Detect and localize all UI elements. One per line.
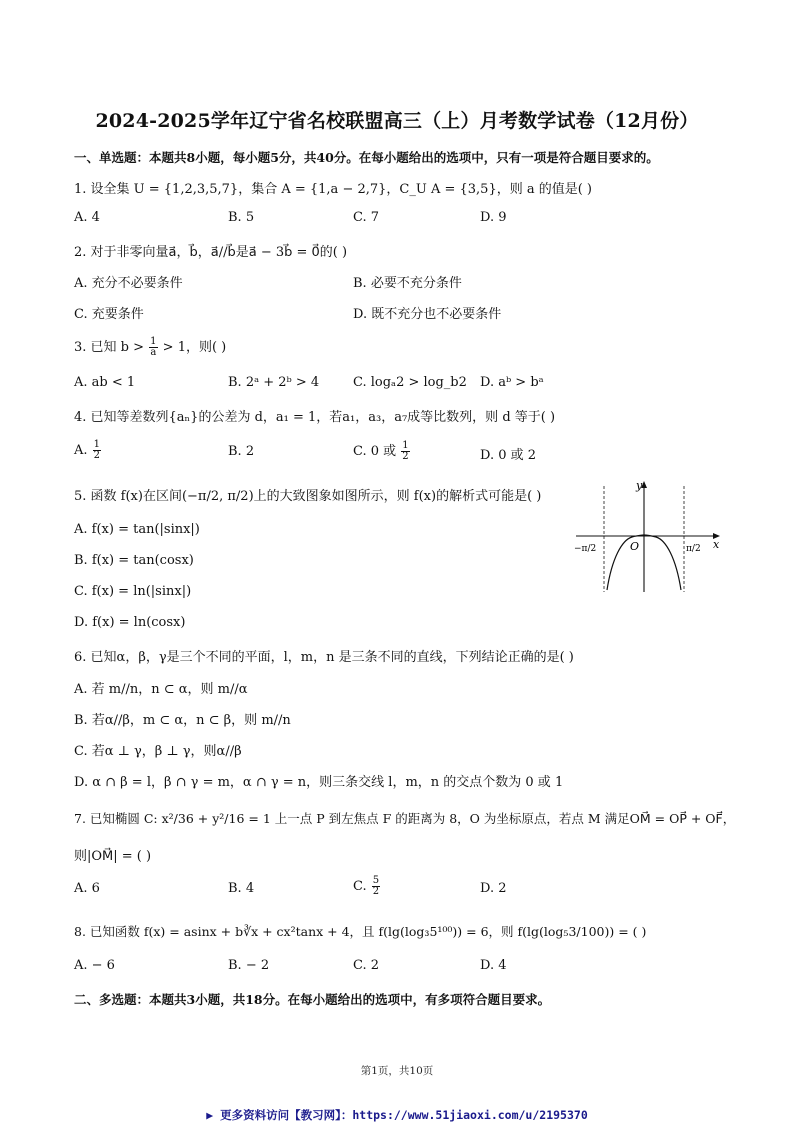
section-heading-single-choice: 一、单选题：本题共8小题，每小题5分，共40分。在每小题给出的选项中，只有一项是符合题目要求的。 xyxy=(74,150,659,165)
question-3-stem xyxy=(74,336,226,358)
y-axis-label: y xyxy=(636,479,643,492)
question-1-stem: 1. 设全集 U = {1,2,3,5,7}，集合 A = {1,a − 2,7}，C_U A = {3,5}，则 a 的值是( ) xyxy=(74,182,593,197)
x-axis-label: x xyxy=(713,538,720,551)
question-1-option-a: A. 4 xyxy=(74,210,100,225)
question-4-option-a: A. $\frac{1}{2}$ xyxy=(74,439,101,461)
question-6-option-d: D. α ∩ β = l，β ∩ γ = m，α ∩ γ = n，则三条交线 l，m，n 的交点个数为 0 或 1 xyxy=(74,775,564,790)
question-7-stem-continued: 则|OM⃗| = ( ) xyxy=(74,849,152,864)
question-6-option-b: B. 若α//β，m ⊂ α，n ⊂ β，则 m//n xyxy=(74,713,291,728)
page-number: 第1页，共10页 xyxy=(360,1065,434,1077)
question-3-option-b: B. 2ᵃ + 2ᵇ > 4 xyxy=(228,375,320,390)
question-8-stem: 8. 已知函数 f(x) = asinx + b∛x + cx²tanx + 4，且 f(lg(log₃5¹⁰⁰)) = 6，则 f(lg(log₅3/100)) = ( ) xyxy=(74,924,647,939)
question-3-option-a: A. ab < 1 xyxy=(74,375,136,390)
question-7-option-a: A. 6 xyxy=(74,881,100,896)
section-heading-multiple-choice: 二、多选题：本题共3小题，共18分。在每小题给出的选项中，有多项符合题目要求。 xyxy=(74,992,551,1007)
question-8-option-b: B. − 2 xyxy=(228,958,270,973)
question-6-option-a: A. 若 m//n，n ⊂ α，则 m//α xyxy=(74,682,248,697)
question-1-option-d: D. 9 xyxy=(480,210,507,225)
question-4-option-c: C. 0 或 $\frac{1}{2}$ xyxy=(353,440,409,462)
question-6-option-c: C. 若α ⊥ γ，β ⊥ γ，则α//β xyxy=(74,744,242,759)
question-4-option-b: B. 2 xyxy=(228,444,255,459)
origin-label: O xyxy=(630,540,640,553)
question-7-option-b: B. 4 xyxy=(228,881,255,896)
right-bound-label: π/2 xyxy=(686,544,701,554)
left-bound-label: −π/2 xyxy=(574,544,597,554)
question-3-fraction: $\frac{1}{a}$ xyxy=(150,336,157,358)
question-7-stem: 7. 已知椭圆 C: x²/36 + y²/16 = 1 上一点 P 到左焦点 F 的距离为 8，O 为坐标原点，若点 M 满足OM⃗ = OP⃗ + OF⃗， xyxy=(74,811,736,826)
question-7-option-d: D. 2 xyxy=(480,881,507,896)
question-2-option-b: B. 必要不充分条件 xyxy=(353,276,462,291)
question-3-stem-pre: 3. 已知 b > xyxy=(74,340,145,355)
question-1-option-b: B. 5 xyxy=(228,210,255,225)
question-5-option-a: A. f(x) = tan(|sinx|) xyxy=(74,522,200,537)
question-2-option-c: C. 充要条件 xyxy=(74,307,144,322)
question-7-option-c: C. $\frac{5}{2}$ xyxy=(353,875,380,897)
question-1-option-c: C. 7 xyxy=(353,210,380,225)
question-8-option-d: D. 4 xyxy=(480,958,507,973)
question-5-stem: 5. 函数 f(x)在区间(−π/2, π/2)上的大致图象如图所示，则 f(x)的解析式可能是( ) xyxy=(74,489,542,504)
question-4-option-d: D. 0 或 2 xyxy=(480,448,537,463)
question-8-option-c: C. 2 xyxy=(353,958,380,973)
question-5-option-c: C. f(x) = ln(|sinx|) xyxy=(74,584,192,599)
question-8-option-a: A. − 6 xyxy=(74,958,115,973)
question-2-stem: 2. 对于非零向量a⃗，b⃗，a⃗//b⃗是a⃗ − 3b⃗ = 0⃗的( ) xyxy=(74,245,348,260)
function-graph xyxy=(572,478,724,594)
question-3-stem-post: > 1，则( ) xyxy=(162,340,227,355)
resource-banner-link[interactable]: ▶ 更多资料访问【教习网】：https://www.51jiaoxi.com/u/2195370 xyxy=(206,1108,588,1122)
question-3-option-d: D. aᵇ > bᵃ xyxy=(480,375,544,390)
question-4-stem: 4. 已知等差数列{aₙ}的公差为 d，a₁ = 1，若a₁，a₃，a₇成等比数列，则 d 等于( ) xyxy=(74,410,556,425)
page-title: 2024-2025学年辽宁省名校联盟高三（上）月考数学试卷（12月份） xyxy=(95,110,699,132)
question-2-option-d: D. 既不充分也不必要条件 xyxy=(353,307,502,322)
question-6-stem: 6. 已知α，β，γ是三个不同的平面，l，m，n 是三条不同的直线，下列结论正确的是( ) xyxy=(74,650,574,665)
question-5-option-b: B. f(x) = tan(cosx) xyxy=(74,553,194,568)
question-2-option-a: A. 充分不必要条件 xyxy=(74,276,183,291)
question-5-option-d: D. f(x) = ln(cosx) xyxy=(74,615,186,630)
question-3-option-c: C. logₐ2 > log_b2 xyxy=(353,375,467,390)
